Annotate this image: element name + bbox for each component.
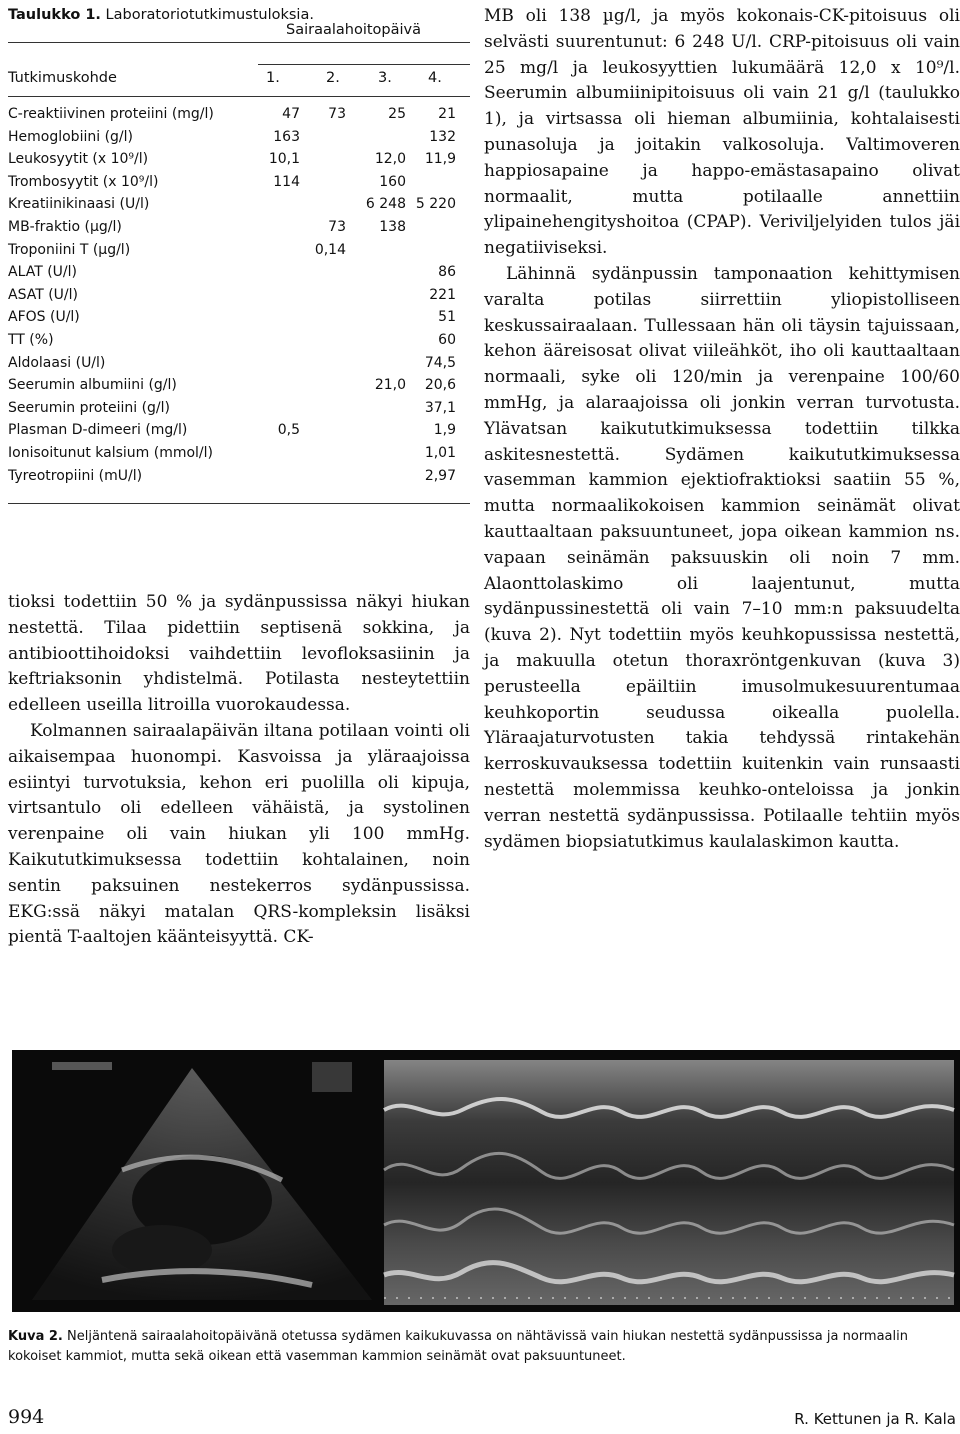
- day-2-value: 0,14: [314, 241, 346, 258]
- right-paragraph-2: Lähinnä sydänpussin tamponaation kehittymisen varalta potilas siirrettiin yliopistolliseen keskussairaalaan. Tullessaan hän oli täysin tajuissaan, kehon ääreisosat olivat viileähköt, iho oli kauttaaltaan normaali, syke oli 120/min ja verenpaine 100/60 mmHg, ja alaraajoissa oli jonkin verran turvotusta. Ylävatsan kaikututkimuksessa todettiin tilkka askitesnestettä. Sydämen kaikututkimuksessa vasemman kammion ejektiofraktioksi saatiin 55 %, mutta normaalikokoisen kammion seinämät olivat kauttaaltaan paksuuntuneet, jopa oikean kammion ns. vapaan seinämän paksuuskin oli noin 7 mm. Alaonttolaskimo oli laajentunut, mutta sydänpussinestettä oli vain 7–10 mm:n paksuudelta (kuva 2). Nyt todettiin myös keuhkopussissa nestettä, ja makuulla otetun thoraxröntgenkuvan (kuva 3) perusteella epäiltiin imusolmukesuurentumaa keuhkoportin seudussa oikealla puolella. Yläraajaturvotusten takia tehdyssä rintakehän kerroskuvauksessa todettiin kuitenkin vain runsaasti nestettä molemmissa keuhko-onteloissa ja jonkin verran nestettä sydänpussissa. Potilaalle tehtiin myös sydämen biopsiatutkimus kaulalaskimon kautta.: [484, 263, 960, 852]
- row-label: Aldolaasi (U/l): [8, 354, 106, 371]
- day-4-value: 21: [438, 106, 456, 122]
- table-caption-text: Laboratoriotutkimustuloksia.: [105, 7, 314, 23]
- day-1-header: 1.: [266, 70, 280, 86]
- table-row: [8, 332, 470, 354]
- table-row: [8, 219, 470, 241]
- figure-caption: [8, 1327, 958, 1367]
- row-label: Seerumin proteiini (g/l): [8, 399, 171, 416]
- day-4-value: 51: [438, 309, 456, 326]
- table-row: [8, 355, 470, 377]
- table-row: [8, 151, 470, 173]
- table-row: [8, 196, 470, 218]
- day-4-value: 37,1: [424, 399, 456, 416]
- row-label: ASAT (U/l): [8, 286, 78, 303]
- echocardiogram-graphic: [12, 1050, 960, 1312]
- day-4-header: 4.: [428, 70, 442, 86]
- row-label: C-reaktiivinen proteiini (mg/l): [8, 106, 214, 122]
- table-row: [8, 129, 470, 151]
- table-row: [8, 242, 470, 264]
- day-2-value: 73: [328, 106, 346, 122]
- running-footer-authors: R. Kettunen ja R. Kala: [794, 1410, 956, 1428]
- day-3-value: 25: [388, 106, 406, 122]
- day-2-header: 2.: [326, 70, 340, 86]
- day-3-value: 6 248: [365, 196, 406, 213]
- day-3-value: 160: [379, 173, 406, 190]
- row-label: Hemoglobiini (g/l): [8, 128, 133, 145]
- left-paragraph-2: Kolmannen sairaalapäivän iltana potilaan vointi oli aikaisempaa huonompi. Kasvoissa ja yläraajoissa esiintyi turvotuksia, kehon eri puolilla oli kipuja, virtsantulo oli edelleen vähäistä, ja systolinen verenpaine oli vain hiukan yli 100 mmHg. Kaikututkimuksessa todettiin kohtalainen, noin sentin paksuinen nestekerros sydänpussissa. EKG:ssä näkyi matalan QRS-kompleksin lisäksi pientä T-aaltojen käänteisyyttä. CK-: [8, 720, 470, 948]
- day-1-value: 163: [273, 128, 300, 145]
- day-4-value: 2,97: [424, 467, 456, 484]
- table-row: [8, 309, 470, 331]
- hospital-day-group-header: Sairaalahoitopäivä: [286, 22, 421, 38]
- page-number: 994: [8, 1406, 45, 1428]
- day-1-value: 47: [282, 106, 300, 122]
- left-column-text: [8, 590, 470, 951]
- table-top-rule: [8, 42, 470, 43]
- row-label: Seerumin albumiini (g/l): [8, 377, 177, 394]
- row-label: Leukosyytit (x 10⁹/l): [8, 151, 149, 168]
- echocardiogram-image: [12, 1050, 960, 1312]
- table-row: [8, 422, 470, 444]
- row-label: AFOS (U/l): [8, 309, 80, 326]
- table-row: [8, 445, 470, 467]
- right-paragraph-1: MB oli 138 µg/l, ja myös kokonais-CK-pitoisuus oli selvästi suurentunut: 6 248 U/l. CRP-pitoisuus oli vain 25 mg/l ja leukosyyttien lukumäärä 12,0 x 10⁹/l. Seerumin albumiinipitoisuus oli vain 21 g/l (taulukko 1), ja virtsassa oli hieman albumiinia, kohtalaisesti punasoluja ja joitakin valkosoluja. Valtimoveren happiosapaine ja happo-emästasapaino olivat normaalit, mutta potilaalle annettiin ylipainehengityshoitoa (CPAP). Veriviljelyiden tulos jäi negatiiviseksi.: [484, 6, 960, 259]
- day-3-value: 12,0: [374, 151, 406, 168]
- table-caption-label: Taulukko 1.: [8, 7, 101, 23]
- row-label: Tyreotropiini (mU/l): [8, 467, 143, 484]
- day-4-value: 11,9: [424, 151, 456, 168]
- day-3-value: 138: [379, 219, 406, 235]
- row-label: Troponiini T (µg/l): [8, 241, 131, 258]
- day-1-value: 0,5: [277, 422, 300, 439]
- day-4-value: 132: [429, 128, 456, 145]
- table-bottom-rule: [8, 503, 470, 504]
- group-header-rule: [258, 64, 470, 65]
- row-label: Ionisoitunut kalsium (mmol/l): [8, 445, 213, 461]
- day-4-value: 74,5: [424, 354, 456, 371]
- row-label: TT (%): [8, 332, 54, 348]
- table-row: [8, 174, 470, 196]
- day-4-value: 1,01: [424, 445, 456, 461]
- day-4-value: 86: [438, 264, 456, 281]
- left-paragraph-1: tioksi todettiin 50 % ja sydänpussissa näkyi hiukan nestettä. Tilaa pidettiin septisenä sokkina, ja antibioottihoidoksi vaihdettiin levofloksasiinin ja keftriaksonin yhdistelmä. Potilasta nesteytettiin edelleen useilla litroilla vuorokaudessa.: [8, 592, 470, 716]
- examination-column-header: Tutkimuskohde: [8, 70, 117, 86]
- day-4-value: 221: [429, 286, 456, 303]
- lab-results-table: [8, 0, 470, 484]
- day-3-value: 21,0: [374, 377, 406, 394]
- day-4-value: 20,6: [424, 377, 456, 394]
- row-label: MB-fraktio (µg/l): [8, 219, 122, 235]
- day-2-value: 73: [328, 219, 346, 235]
- table-header-rule: [8, 96, 470, 97]
- table-row: [8, 400, 470, 422]
- table-row: [8, 468, 470, 490]
- row-label: ALAT (U/l): [8, 264, 77, 281]
- day-1-value: 10,1: [268, 151, 300, 168]
- right-column-text: [484, 4, 960, 855]
- day-4-value: 1,9: [433, 422, 456, 439]
- figure-caption-text: Neljäntenä sairaalahoitopäivänä otetussa sydämen kaikukuvassa on nähtävissä vain hiukan nestettä sydänpussissa ja normaalin kokoiset kammiot, mutta sekä oikean että vasemman kammion seinämät ovat paksuuntuneet.: [8, 1329, 908, 1364]
- table-row: [8, 106, 470, 128]
- row-label: Trombosyytit (x 10⁹/l): [8, 173, 159, 190]
- table-row: [8, 264, 470, 286]
- row-label: Plasman D-dimeeri (mg/l): [8, 422, 188, 439]
- day-3-header: 3.: [378, 70, 392, 86]
- table-row: [8, 377, 470, 399]
- table-row: [8, 287, 470, 309]
- day-1-value: 114: [273, 173, 300, 190]
- row-label: Kreatiinikinaasi (U/l): [8, 196, 150, 213]
- day-4-value: 60: [438, 332, 456, 348]
- day-4-value: 5 220: [415, 196, 456, 213]
- figure-caption-label: Kuva 2.: [8, 1329, 63, 1344]
